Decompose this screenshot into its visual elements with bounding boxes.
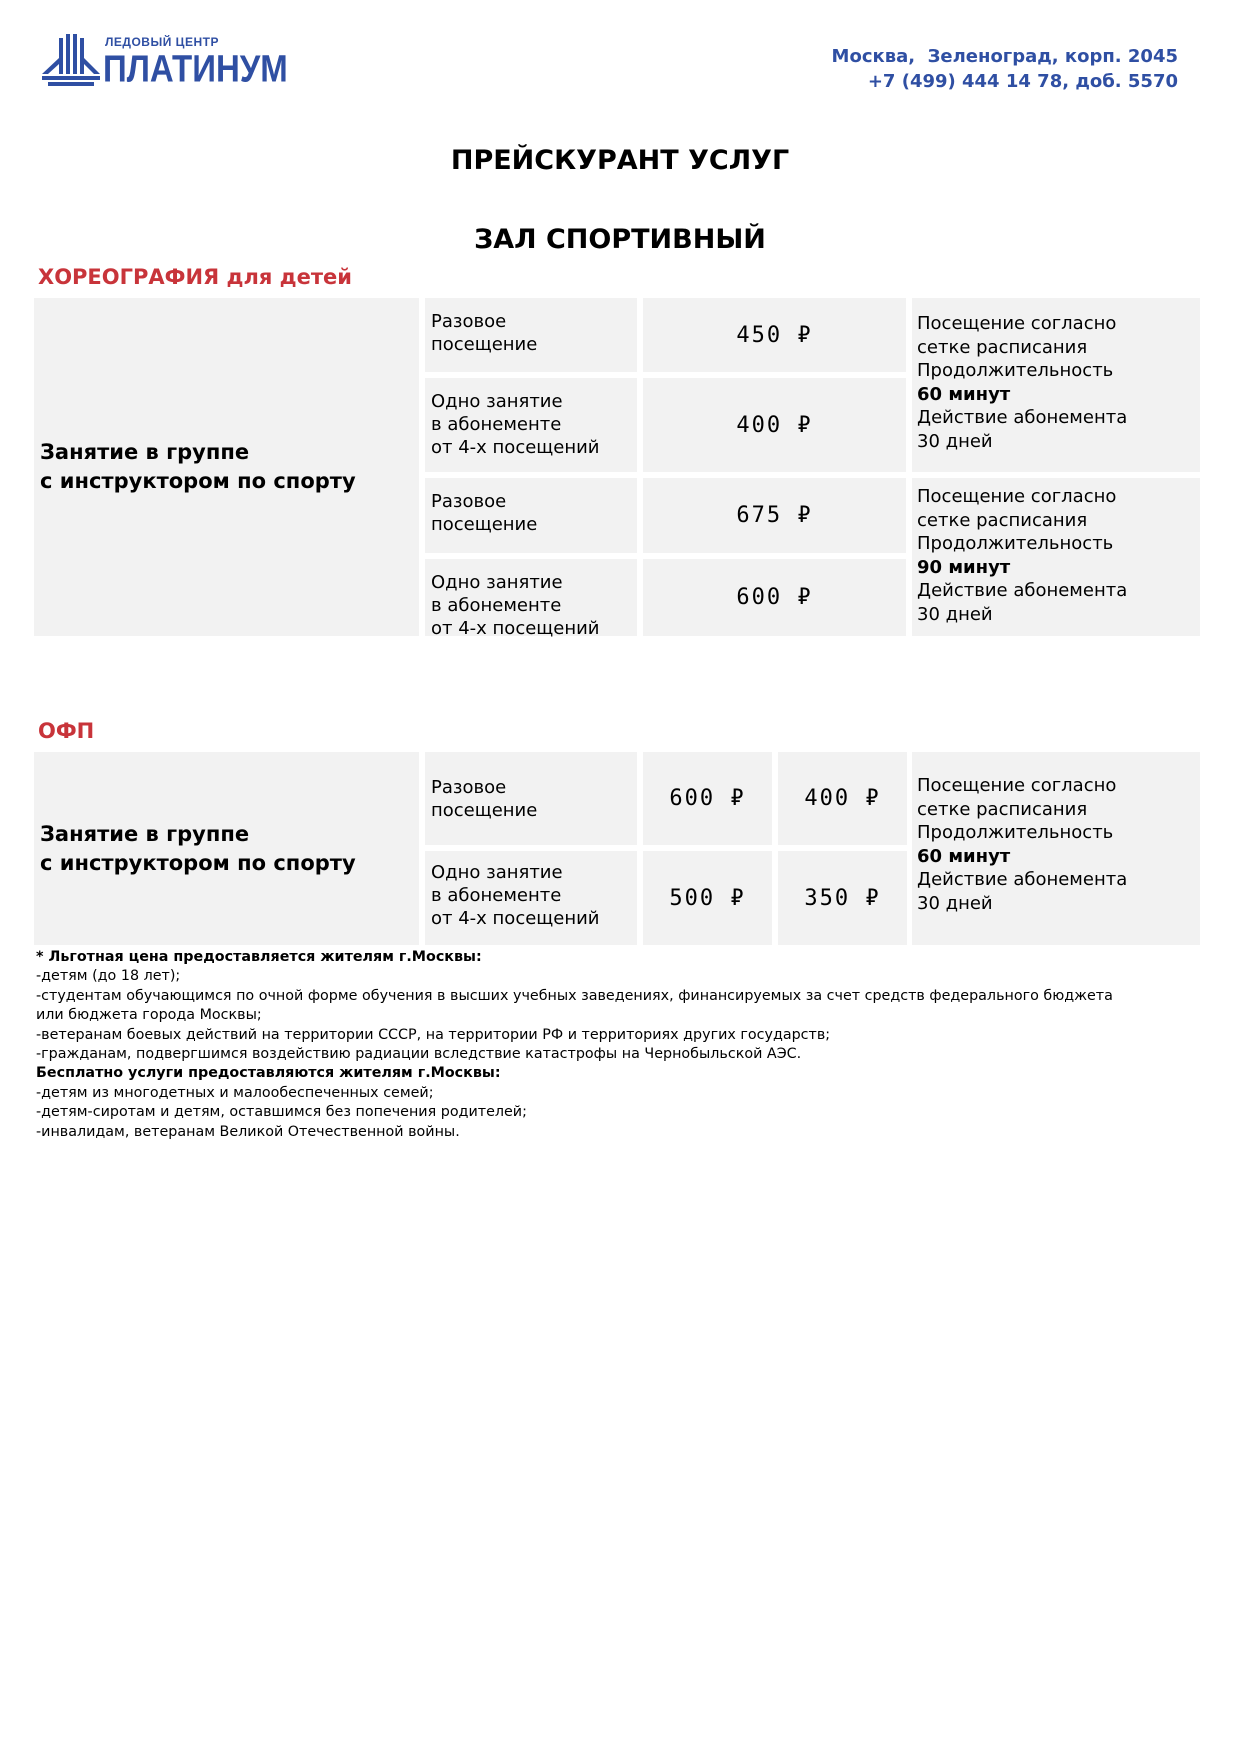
footnote-line: Бесплатно услуги предоставляются жителям г.Москвы: bbox=[36, 1065, 501, 1082]
footnote-line: -гражданам, подвергшимся воздействию радиации вследствие катастрофы на Чернобыльской АЭС. bbox=[36, 1046, 802, 1063]
footnote-line: -инвалидам, ветеранам Великой Отечественной войны. bbox=[36, 1123, 460, 1140]
option-label: Одно занятие в абонементе от 4-х посещений bbox=[425, 559, 637, 636]
note-text: Действие абонемента 30 дней bbox=[917, 869, 1128, 914]
footnote-line: -детям (до 18 лет); bbox=[36, 968, 181, 985]
logo-name: ПЛАТИНУМ bbox=[103, 47, 288, 90]
option-label: Разовое посещение bbox=[425, 752, 637, 845]
footnote bbox=[36, 948, 1206, 1142]
conditions-note bbox=[912, 298, 1200, 472]
price-cell: 600 ₽ bbox=[643, 752, 772, 845]
option-label: Одно занятие в абонементе от 4-х посещений bbox=[425, 851, 637, 945]
note-text: Посещение согласно сетке расписания Продолжительность bbox=[917, 313, 1117, 381]
service-name: Занятие в группе с инструктором по спорту bbox=[34, 752, 419, 945]
discount-price-cell: 350 ₽ bbox=[778, 851, 907, 945]
address: Москва, Зеленоград, корп. 2045 bbox=[831, 46, 1178, 67]
logo-subtitle: ЛЕДОВЫЙ ЦЕНТР bbox=[105, 35, 219, 49]
footnote-line: -ветеранам боевых действий на территории СССР, на территории РФ и территориях других государств; bbox=[36, 1026, 831, 1043]
note-text: Посещение согласно сетке расписания Продолжительность bbox=[917, 486, 1117, 554]
price-cell: 675 ₽ bbox=[643, 478, 906, 553]
logo bbox=[42, 34, 288, 92]
price-cell: 600 ₽ bbox=[643, 559, 906, 636]
footnote-line: -детям из многодетных и малообеспеченных семей; bbox=[36, 1084, 434, 1101]
note-text: Действие абонемента 30 дней bbox=[917, 407, 1128, 452]
page-subtitle: ЗАЛ СПОРТИВНЫЙ bbox=[474, 224, 766, 255]
footnote-line: * Льготная цена предоставляется жителям г.Москвы: bbox=[36, 949, 482, 965]
section-heading-choreography: ХОРЕОГРАФИЯ для детей bbox=[38, 265, 353, 289]
footnote-line: -студентам обучающимся по очной форме обучения в высших учебных заведениях, финансируемых за счет средств федерального бюджета или бюджета города Москвы; bbox=[36, 987, 1113, 1024]
contact-block bbox=[832, 44, 1178, 94]
price-cell: 450 ₽ bbox=[643, 298, 906, 372]
note-text: Посещение согласно сетке расписания Продолжительность bbox=[917, 775, 1117, 843]
option-label: Одно занятие в абонементе от 4-х посещений bbox=[425, 378, 637, 472]
conditions-note bbox=[912, 478, 1200, 636]
option-label: Разовое посещение bbox=[425, 298, 637, 372]
price-cell: 400 ₽ bbox=[643, 378, 906, 472]
service-name: Занятие в группе с инструктором по спорту bbox=[34, 298, 419, 636]
logo-mark-icon bbox=[42, 34, 100, 86]
conditions-note bbox=[912, 752, 1200, 945]
price-cell: 500 ₽ bbox=[643, 851, 772, 945]
footnote-line: -детям-сиротам и детям, оставшимся без попечения родителей; bbox=[36, 1104, 527, 1121]
note-duration: 60 минут bbox=[917, 383, 1011, 405]
note-duration: 60 минут bbox=[917, 845, 1011, 867]
page-title: ПРЕЙСКУРАНТ УСЛУГ bbox=[450, 145, 790, 176]
phone: +7 (499) 444 14 78, доб. 5570 bbox=[867, 71, 1178, 92]
note-duration: 90 минут bbox=[917, 556, 1011, 578]
note-text: Действие абонемента 30 дней bbox=[917, 580, 1128, 625]
discount-price-cell: 400 ₽ bbox=[778, 752, 907, 845]
option-label: Разовое посещение bbox=[425, 478, 637, 553]
section-heading-ofp: ОФП bbox=[38, 719, 95, 743]
